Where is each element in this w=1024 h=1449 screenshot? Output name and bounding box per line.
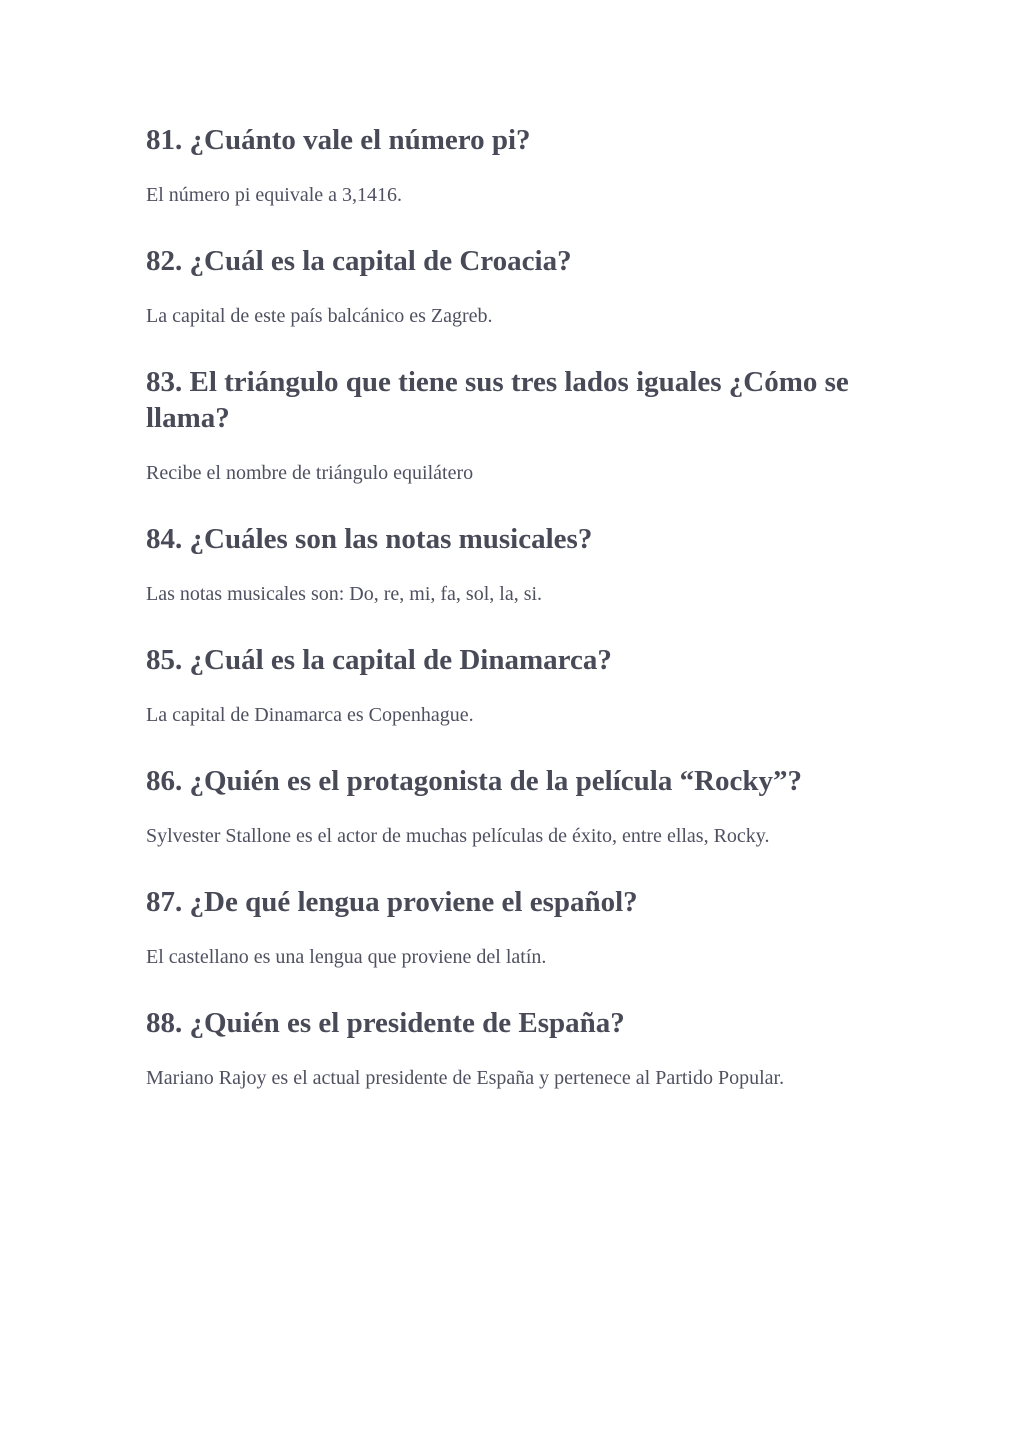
question-heading: 86. ¿Quién es el protagonista de la película “Rocky”? [146,765,803,797]
question-heading: 81. ¿Cuánto vale el número pi? [146,124,531,156]
qa-item-81 [146,122,886,213]
qa-item-83 [146,364,886,491]
answer-text: El castellano es una lengua que proviene del latín. [146,946,547,968]
answer-text: La capital de este país balcánico es Zagreb. [146,305,493,327]
question-heading: 83. El triángulo que tiene sus tres lados iguales ¿Cómo se llama? [146,366,849,434]
question-heading: 85. ¿Cuál es la capital de Dinamarca? [146,644,612,676]
answer-text: Mariano Rajoy es el actual presidente de España y pertenece al Partido Popular. [146,1067,785,1089]
qa-list [146,122,886,1126]
answer-text: Las notas musicales son: Do, re, mi, fa, sol, la, si. [146,583,543,605]
qa-item-82 [146,243,886,334]
question-heading: 87. ¿De qué lengua proviene el español? [146,886,638,918]
qa-item-88 [146,1005,886,1096]
question-heading: 88. ¿Quién es el presidente de España? [146,1007,625,1039]
answer-text: La capital de Dinamarca es Copenhague. [146,704,474,726]
qa-item-86 [146,763,886,854]
answer-text: Recibe el nombre de triángulo equilátero [146,462,474,484]
answer-text: El número pi equivale a 3,1416. [146,184,403,206]
question-heading: 82. ¿Cuál es la capital de Croacia? [146,245,572,277]
qa-item-87 [146,884,886,975]
qa-item-84 [146,521,886,612]
question-heading: 84. ¿Cuáles son las notas musicales? [146,523,593,555]
answer-text: Sylvester Stallone es el actor de muchas películas de éxito, entre ellas, Rocky. [146,825,770,847]
qa-item-85 [146,642,886,733]
